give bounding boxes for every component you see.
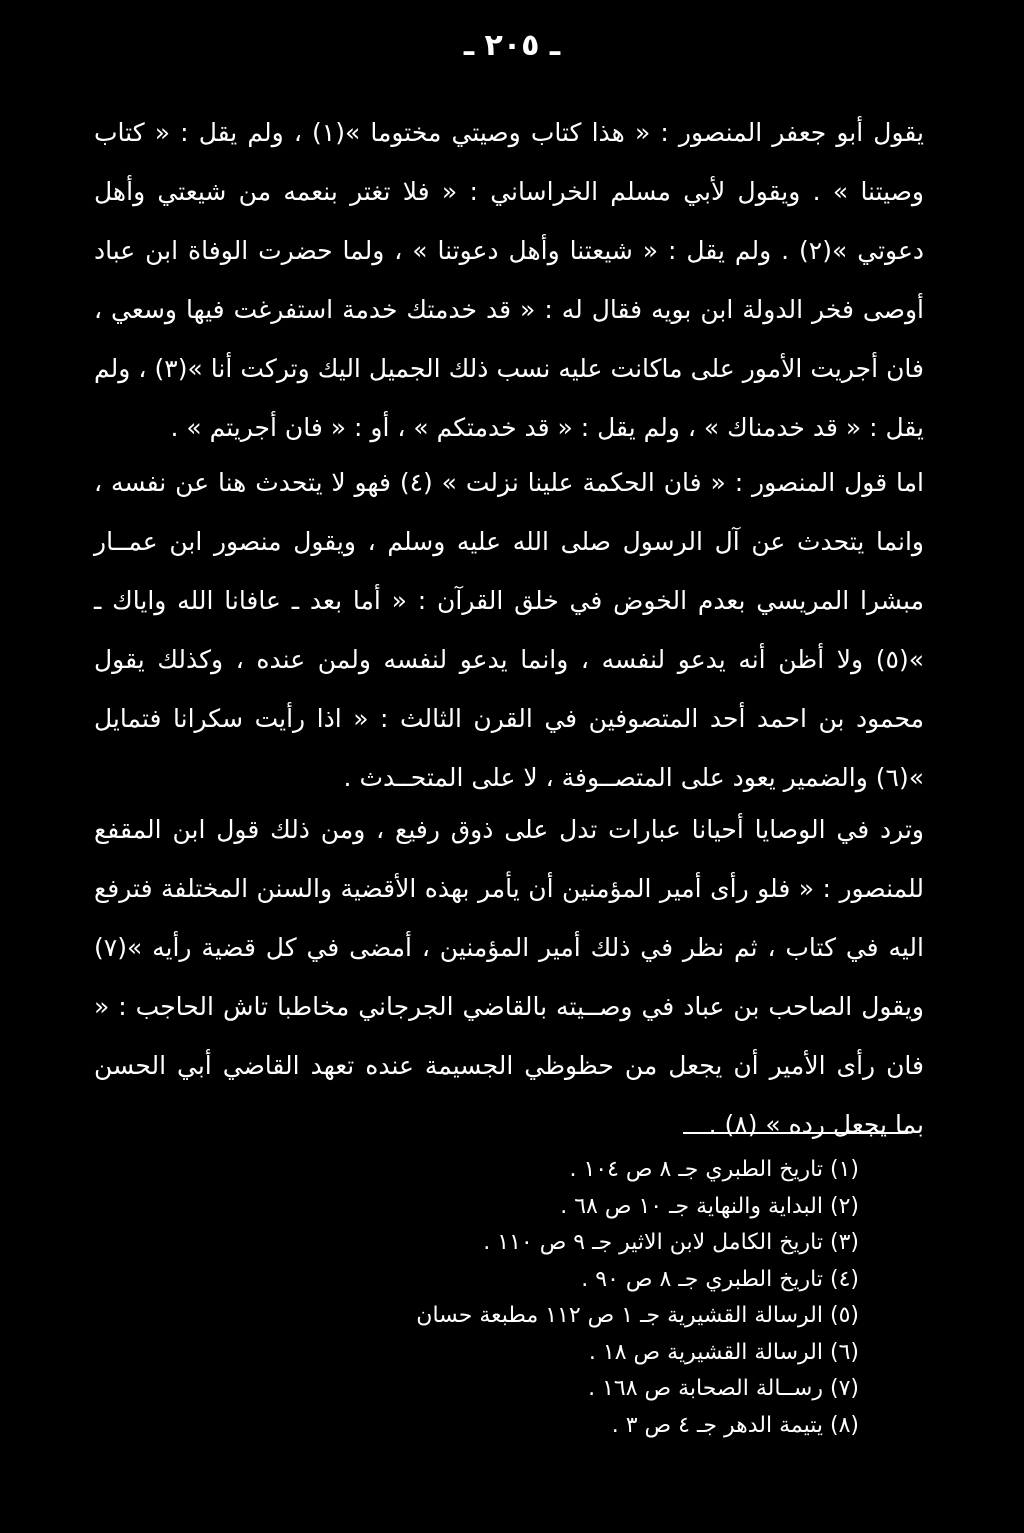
paragraph-text: اما قول المنصور : « فان الحكمة علينا نزلت » (٤) فهو لا يتحدث هنا عن نفسه ، وانما يتحدث عن آل الرسول صلى الله عليه وسلم ، ويقول منصور ابن عمــار مبشرا المريسي بعدم الخوض في خلق القرآن : « أما بعد ـ عافانا الله واياك ـ »(٥) ولا أظن أنه يدعو لنفسه ، وانما يدعو لنفسه ولمن عنده ، وكذلك يقول محمود بن احمد أحد المتصوفين في القرن الثالث : « اذا رأيت سكرانا فتمايل »(٦) والضمير يعود على المتصــوفة ، لا على المتحــدث . <box>94 468 924 792</box>
footnotes-list <box>299 1152 859 1444</box>
footnote-item: (٧) رســالة الصحابة ص ١٦٨ . <box>588 1376 859 1401</box>
page-number: ـ ٢٠٥ ـ <box>463 28 561 63</box>
footnote-item: (٦) الرسالة القشيرية ص ١٨ . <box>588 1339 859 1365</box>
paragraph-text: وترد في الوصايا أحيانا عبارات تدل على ذوق رفيع ، ومن ذلك قول ابن المقفع للمنصور : « فلو رأى أمير المؤمنين أن يأمر بهذه الأقضية والسنن المختلفة فترفع اليه في كتاب ، ثم نظر في ذلك أمير المؤمنين ، أمضى في كل قضية رأيه »(٧) ويقول الصاحب بن عباد في وصــيته بالقاضي الجرجاني مخاطبا تاش الحاجب : « فان رأى الأمير أن يجعل من حظوظي الجسيمة عنده تعهد القاضي أبي الحسن بما يجعل رده » (٨) . <box>94 815 924 1139</box>
footnote-item: (٣) تاريخ الكامل لابن الاثير جـ ٩ ص ١١٠ . <box>483 1230 859 1255</box>
footnote-item: (٢) البداية والنهاية جـ ١٠ ص ٦٨ . <box>560 1193 859 1219</box>
footnote-item: (٨) يتيمة الدهر جـ ٤ ص ٣ . <box>611 1412 859 1438</box>
paragraph-3 <box>94 800 924 1154</box>
paragraph-2 <box>94 453 924 807</box>
footnote-divider <box>683 1132 908 1134</box>
footnote-item: (١) تاريخ الطبري جـ ٨ ص ١٠٤ . <box>569 1157 859 1182</box>
footnote-item: (٤) تاريخ الطبري جـ ٨ ص ٩٠ . <box>581 1266 859 1292</box>
footnote-item: (٥) الرسالة القشيرية جـ ١ ص ١١٢ مطبعة حسان <box>416 1303 859 1328</box>
paragraph-text: يقول أبو جعفر المنصور : « هذا كتاب وصيتي مختوما »(١) ، ولم يقل : « كتاب وصيتنا » . ويقول لأبي مسلم الخراساني : « فلا تغتر بنعمه من شيعتي وأهل دعوتي »(٢) . ولم يقل : « شيعتنا وأهل دعوتنا » ، ولما حضرت الوفاة ابن عباد أوصى فخر الدولة ابن بويه فقال له : « قد خدمتك خدمة استفرغت فيها وسعي ، فان أجريت الأمور على ماكانت عليه نسب ذلك الجميل اليك وتركت أنا »(٣) ، ولم يقل : « قد خدمناك » ، ولم يقل : « قد خدمتكم » ، أو : « فان أجريتم » . <box>94 118 925 442</box>
paragraph-1 <box>94 103 924 457</box>
